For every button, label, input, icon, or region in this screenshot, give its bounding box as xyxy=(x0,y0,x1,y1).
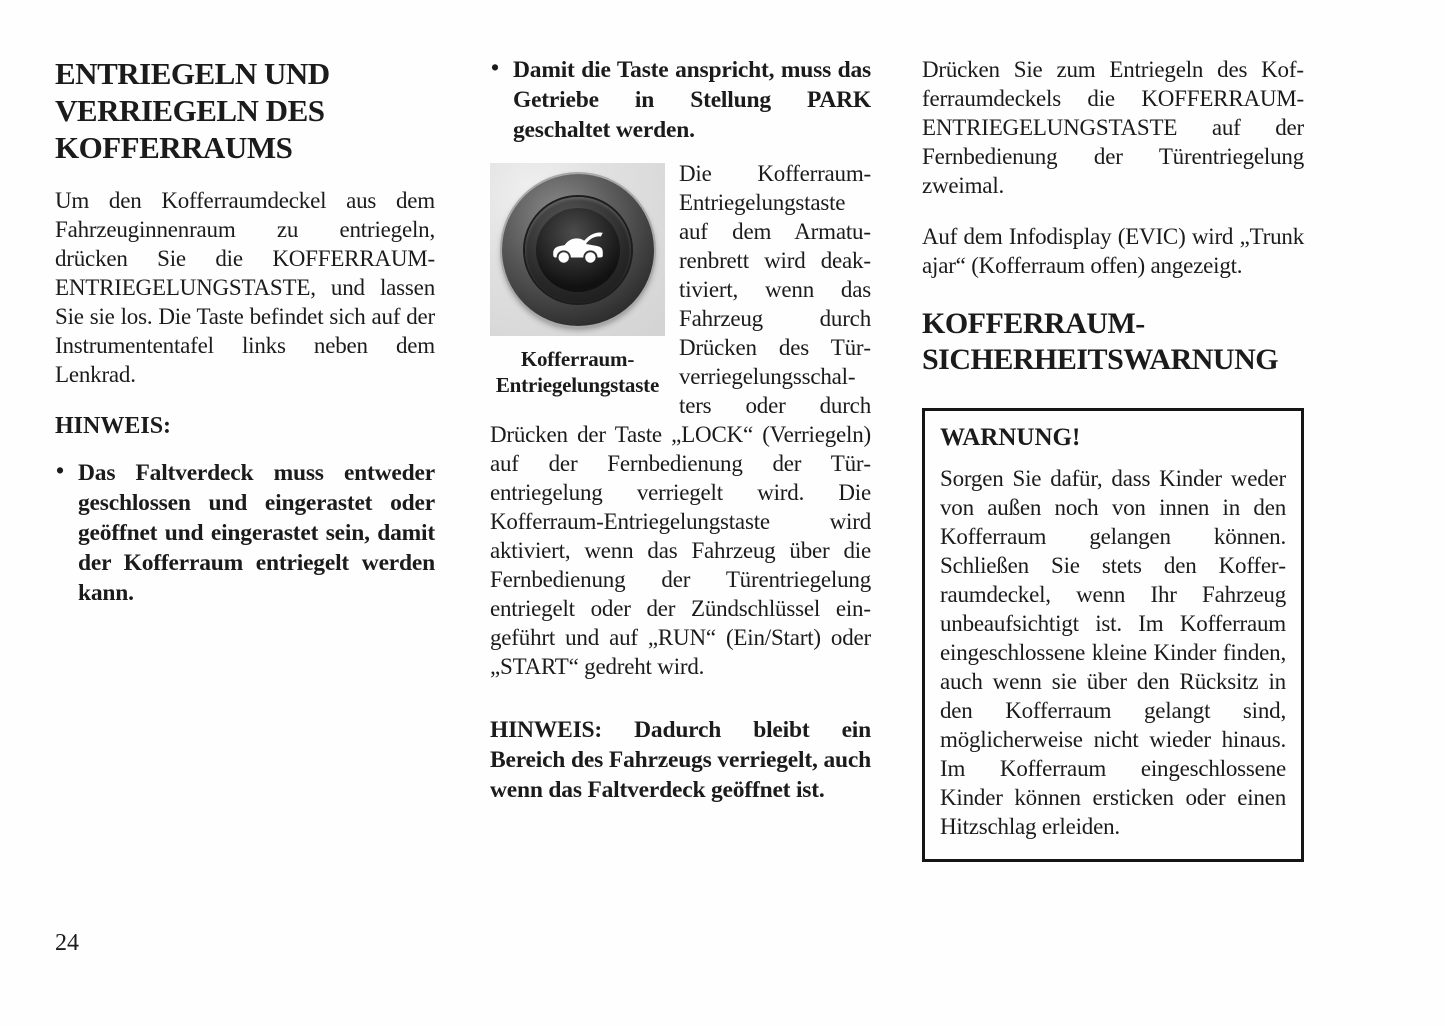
figure-caption: Kofferraum-Entriegelungstaste xyxy=(495,347,660,397)
trunk-button-figure xyxy=(490,163,665,398)
trunk-button-face xyxy=(536,208,620,292)
evic-display-paragraph: Auf dem Infodisplay (EVIC) wird „Trunk ajar“ (Kofferraum offen) angezeigt. xyxy=(922,224,1304,278)
section-heading-trunk-safety: KOFFERRAUM-SICHERHEITSWARNUNG xyxy=(922,307,1279,376)
button-behavior-paragraph: Die Kofferraum-Entriegelungstaste auf dem Armaturenbrett wird deaktiviert, wenn das Fahrzeug durch Drücken des Türverriegelungsschalters oder durch Drücken der Taste „LOCK“ (Verriegeln) auf der Fernbedienung der Türentriegelung verriegelt wird. Die Kofferraum-Entriegelungstaste wird aktiviert, wenn das Fahrzeug über die Fernbedienung der Türentriegelung entriegelt oder der Zündschlüssel eingeführt und auf „RUN“ (Ein/Start) oder „START“ gedreht wird. xyxy=(490,161,871,679)
park-requirement-text: Damit die Taste anspricht, muss das Getriebe in Stellung PARK geschaltet werden. xyxy=(513,57,871,143)
warning-box xyxy=(922,408,1304,862)
warning-title: WARNUNG! xyxy=(940,424,1081,451)
note-paragraph: HINWEIS: Dadurch bleibt ein Bereich des Fahrzeugs verriegelt, auch wenn das Faltverdeck geöffnet ist. xyxy=(490,717,871,803)
car-open-trunk-icon xyxy=(547,227,609,272)
column-left xyxy=(55,55,435,608)
intro-paragraph: Um den Kofferraumdeckel aus dem Fahrzeuginnenraum zu entriegeln, drücken Sie die KOFFERRAUM-ENTRIEGELUNGSTASTE, und lassen Sie sie los. Die Taste befindet sich auf der Instrumententafel links neben dem Lenkrad. xyxy=(55,188,435,387)
figure-and-text-block xyxy=(490,159,871,681)
note-label: HINWEIS: xyxy=(55,413,172,439)
warning-text: Sorgen Sie dafür, dass Kinder weder von außen noch von innen in den Kofferraum gelangen können. Schließen Sie stets den Kofferraumdeckel, wenn Ihr Fahrzeug unbeaufsichtigt ist. Im Kofferraum eingeschlossene kleine Kinder finden, auch wenn sie über den Rücksitz in den Kofferraum gelangt sind, möglicherweise nicht wieder hinaus. Im Kofferraum eingeschlossene Kinder können ersticken oder einen Hitzschlag erleiden. xyxy=(940,466,1286,839)
trunk-button-middle-ring xyxy=(525,197,631,303)
trunk-button-photo xyxy=(490,163,665,336)
column-middle xyxy=(490,55,871,805)
remote-unlock-paragraph: Drücken Sie zum Entriegeln des Kofferraumdeckels die KOFFERRAUM-ENTRIEGELUNGSTASTE auf der Fernbedienung der Türentriegelung zweimal. xyxy=(922,57,1304,198)
section-heading-unlock-trunk: ENTRIEGELN UND VERRIEGELN DES KOFFERRAUMS xyxy=(55,56,330,165)
page-number: 24 xyxy=(55,930,79,956)
list-item xyxy=(55,458,435,608)
list-item xyxy=(490,55,871,145)
trunk-button-outer-ring xyxy=(502,174,654,326)
bullet-icon: • xyxy=(56,458,65,483)
bullet-icon: • xyxy=(491,55,500,80)
column-right xyxy=(922,55,1304,862)
folding-top-requirement-text: Das Faltverdeck muss entweder geschlossen und eingerastet oder geöffnet und eingerastet sein, damit der Kofferraum entriegelt werden kann. xyxy=(78,460,435,606)
